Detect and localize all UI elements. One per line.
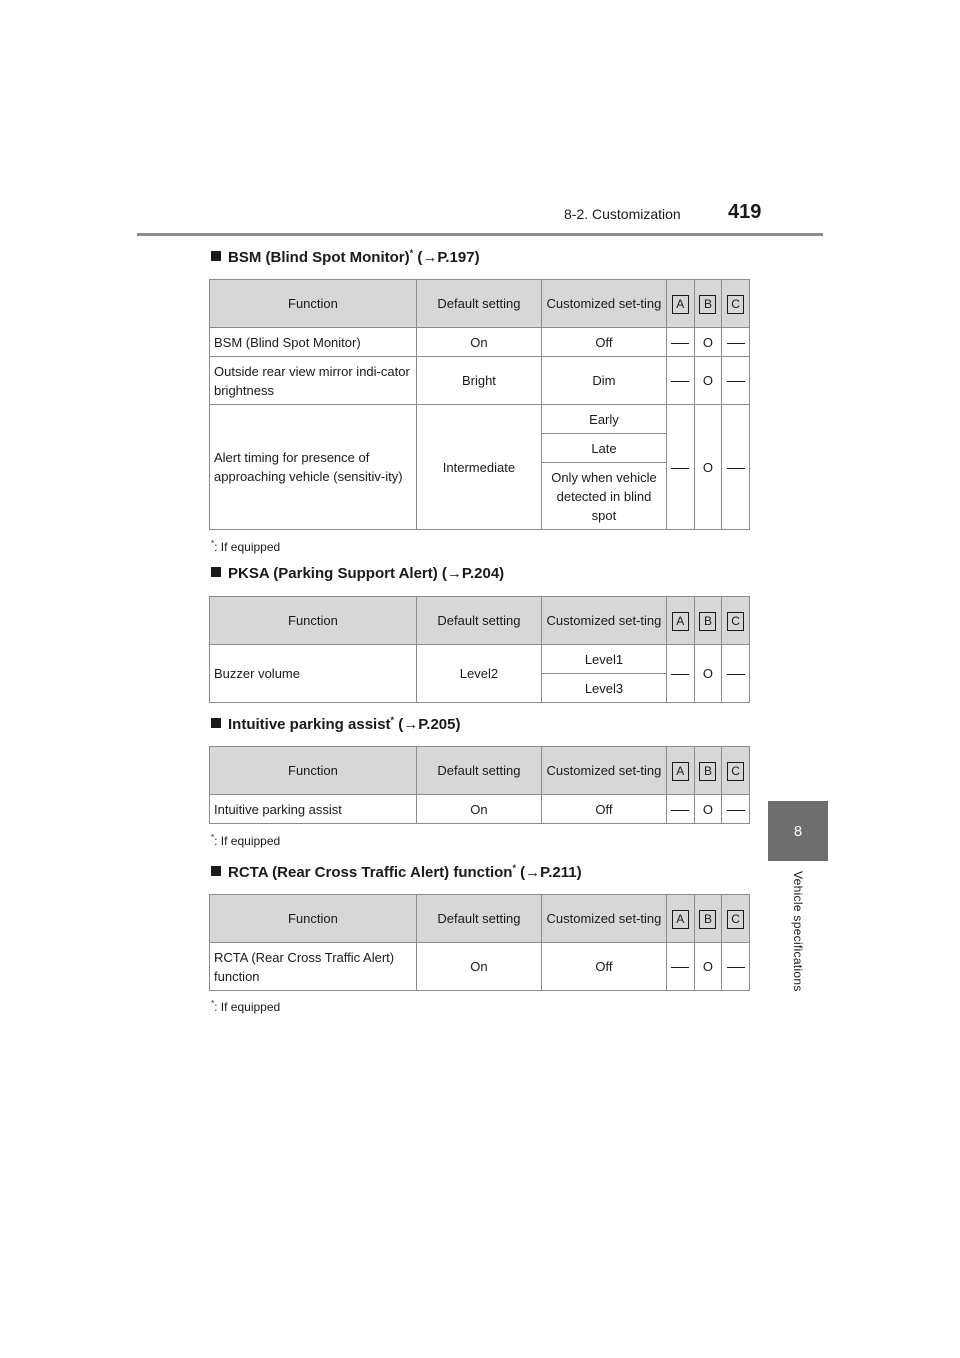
table-row: BSM (Blind Spot Monitor) On Off O — [210, 328, 750, 357]
column-header-default: Default setting — [416, 747, 541, 795]
column-header-c: C — [727, 295, 744, 314]
column-header-default: Default setting — [416, 597, 541, 645]
column-header-a: A — [672, 762, 689, 781]
table-row: Only when vehicle detected in blind spot — [210, 463, 750, 530]
dash-mark — [671, 810, 689, 811]
section-title-pksa: PKSA (Parking Support Alert) (→P.204) — [211, 565, 504, 582]
table-header-row — [210, 280, 750, 328]
table-row: Intuitive parking assist On Off O — [210, 795, 750, 824]
footnote-bsm: *: If equipped — [211, 539, 281, 554]
table-row: Level3 — [210, 674, 750, 703]
dash-mark — [671, 468, 689, 469]
column-header-a: A — [672, 612, 689, 631]
footnote-ipa: *: If equipped — [211, 833, 281, 848]
rcta-table — [209, 894, 750, 991]
table-row: RCTA (Rear Cross Traffic Alert) function On Off O — [210, 943, 750, 991]
square-bullet-icon — [211, 251, 221, 261]
dash-mark — [671, 674, 689, 675]
column-header-a: A — [672, 295, 689, 314]
chapter-number: 8 — [793, 822, 803, 840]
table-header-row — [210, 597, 750, 645]
square-bullet-icon — [211, 567, 221, 577]
column-header-function: Function — [210, 597, 417, 645]
table-header-row — [210, 747, 750, 795]
table-row: Outside rear view mirror indi-cator brightness Bright Dim O — [210, 357, 750, 405]
dash-mark — [727, 967, 745, 968]
footnote-rcta: *: If equipped — [211, 999, 281, 1014]
dash-mark — [727, 381, 745, 382]
pksa-table — [209, 596, 750, 703]
section-title-ipa: Intuitive parking assist* (→P.205) — [211, 715, 461, 733]
column-header-function: Function — [210, 747, 417, 795]
column-header-customized: Customized set-ting — [541, 597, 666, 645]
column-header-default: Default setting — [416, 280, 541, 328]
square-bullet-icon — [211, 718, 221, 728]
column-header-function: Function — [210, 895, 417, 943]
chapter-tab — [768, 801, 828, 861]
section-title-bsm: BSM (Blind Spot Monitor)* (→P.197) — [211, 248, 480, 266]
column-header-b: B — [699, 295, 716, 314]
dash-mark — [727, 468, 745, 469]
dash-mark — [671, 343, 689, 344]
column-header-function: Function — [210, 280, 417, 328]
table-row: Late — [210, 434, 750, 463]
bsm-table — [209, 279, 750, 530]
column-header-customized: Customized set-ting — [541, 747, 666, 795]
page-number: 419 — [728, 201, 762, 223]
square-bullet-icon — [211, 866, 221, 876]
section-title-rcta: RCTA (Rear Cross Traffic Alert) function* (→P.211) — [211, 863, 582, 881]
dash-mark — [727, 674, 745, 675]
column-header-customized: Customized set-ting — [541, 280, 666, 328]
dash-mark — [727, 343, 745, 344]
table-row: Alert timing for presence of approaching vehicle (sensitiv-ity) Intermediate Early O — [210, 405, 750, 434]
column-header-b: B — [699, 612, 716, 631]
dash-mark — [727, 810, 745, 811]
column-header-a: A — [672, 910, 689, 929]
column-header-b: B — [699, 762, 716, 781]
table-header-row — [210, 895, 750, 943]
column-header-b: B — [699, 910, 716, 929]
column-header-c: C — [727, 612, 744, 631]
column-header-c: C — [727, 910, 744, 929]
dash-mark — [671, 381, 689, 382]
header-rule — [137, 233, 823, 236]
section-header: 8-2. Customization — [564, 206, 681, 222]
column-header-default: Default setting — [416, 895, 541, 943]
column-header-c: C — [727, 762, 744, 781]
ipa-table — [209, 746, 750, 824]
column-header-customized: Customized set-ting — [541, 895, 666, 943]
dash-mark — [671, 967, 689, 968]
chapter-label: Vehicle specifications — [791, 871, 805, 992]
table-row: Buzzer volume Level2 Level1 O — [210, 645, 750, 674]
